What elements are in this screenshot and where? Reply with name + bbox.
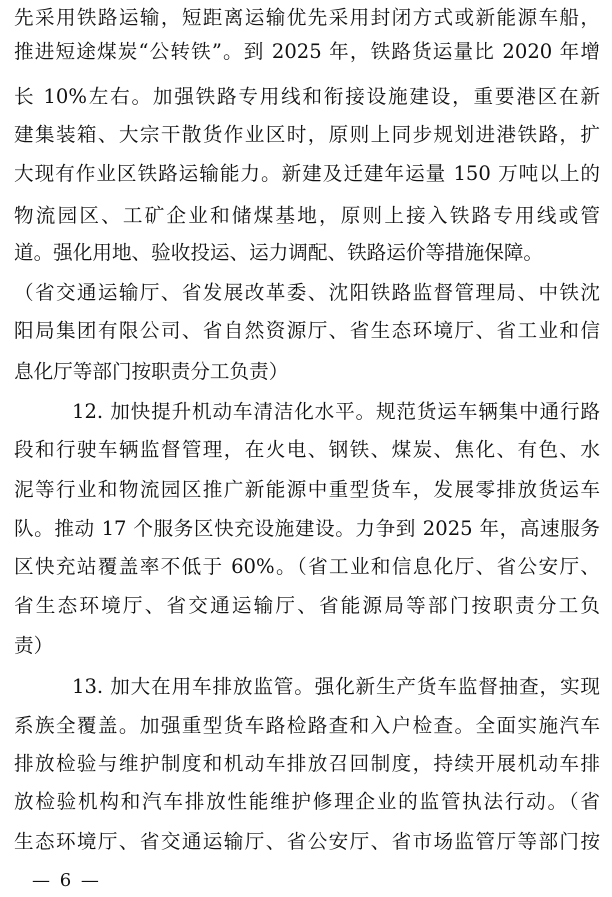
text-line: 建集装箱、大宗干散货作业区时，原则上同步规划进港铁路，扩: [14, 123, 600, 146]
text-line: 责）: [14, 634, 54, 657]
text-line: （省交通运输厅、省发展改革委、沈阳铁路监督管理局、中铁沈: [14, 281, 600, 304]
text-line: 物流园区、工矿企业和储煤基地，原则上接入铁路专用线或管: [14, 204, 600, 227]
text-line: 省生态环境厅、省交通运输厅、省能源局等部门按职责分工负: [14, 594, 600, 617]
text-line: 长 10%左右。加强铁路专用线和衔接设施建设，重要港区在新: [14, 85, 600, 108]
text-line: 息化厅等部门按职责分工负责）: [14, 360, 289, 383]
text-line: 道。强化用地、验收投运、运力调配、铁路运价等措施保障。: [14, 241, 544, 264]
text-line: 队。推动 17 个服务区快充设施建设。力争到 2025 年，高速服务: [14, 517, 600, 540]
text-line: 排放检验与维护制度和机动车排放召回制度，持续开展机动车排: [14, 752, 600, 775]
text-line: 段和行驶车辆监督管理，在火电、钢铁、煤炭、焦化、有色、水: [14, 438, 600, 461]
section-12-heading-line: 12. 加快提升机动车清洁化水平。规范货运车辆集中通行路: [72, 400, 600, 423]
text-line: 先采用铁路运输，短距离运输优先采用封闭方式或新能源车船，: [14, 6, 600, 29]
text-line: 系族全覆盖。加强重型货车路检路查和入户检查。全面实施汽车: [14, 714, 600, 737]
text-line: 推进短途煤炭“公转铁”。到 2025 年，铁路货运量比 2020 年增: [14, 40, 600, 63]
page-number: — 6 —: [32, 870, 101, 891]
text-line: 大现有作业区铁路运输能力。新建及迁建年运量 150 万吨以上的: [14, 162, 600, 185]
text-line: 生态环境厅、省交通运输厅、省公安厅、省市场监管厅等部门按: [14, 830, 600, 853]
text-line: 阳局集团有限公司、省自然资源厅、省生态环境厅、省工业和信: [14, 319, 600, 342]
text-line: 放检验机构和汽车排放性能维护修理企业的监管执法行动。（省: [14, 790, 600, 813]
text-line: 泥等行业和物流园区推广新能源中重型货车，发展零排放货运车: [14, 478, 600, 501]
text-line: 区快充站覆盖率不低于 60%。（省工业和信息化厅、省公安厅、: [14, 555, 600, 578]
section-13-heading-line: 13. 加大在用车排放监管。强化新生产货车监督抽查，实现: [72, 675, 600, 698]
